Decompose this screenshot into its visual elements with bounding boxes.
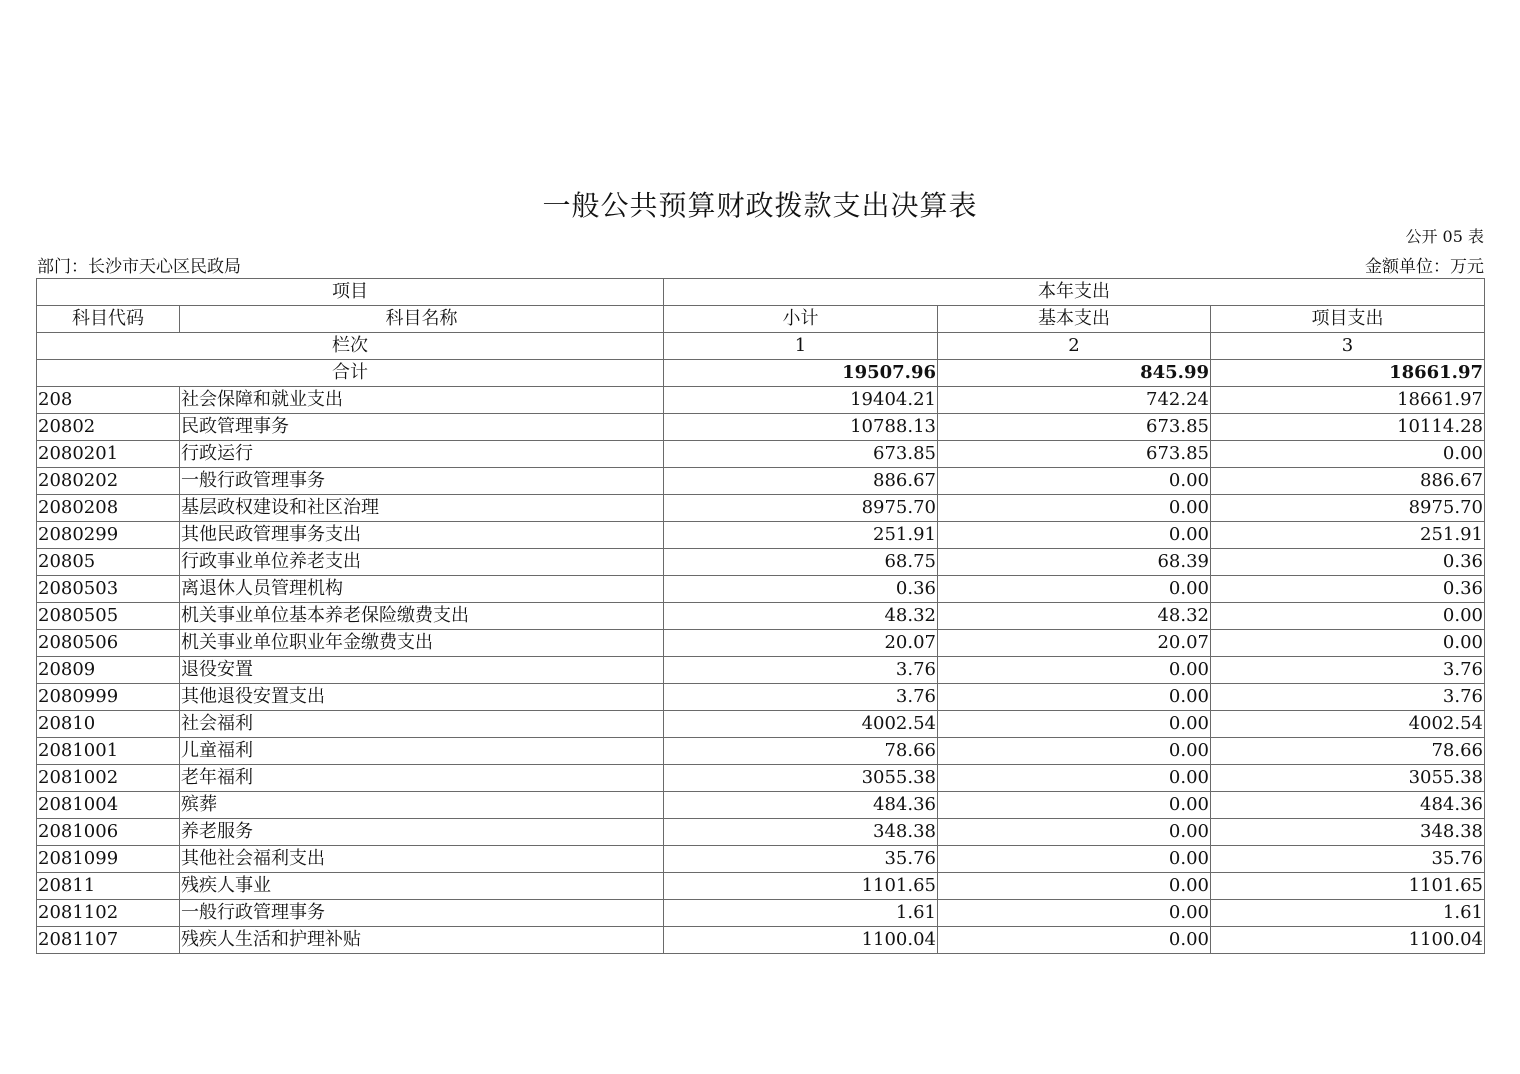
- row-code: 2080505: [37, 603, 180, 630]
- row-project: 886.67: [1211, 468, 1485, 495]
- row-name: 机关事业单位基本养老保险缴费支出: [180, 603, 664, 630]
- row-basic: 0.00: [938, 846, 1211, 873]
- table-row: [37, 549, 1485, 576]
- row-project: 8975.70: [1211, 495, 1485, 522]
- row-name: 残疾人生活和护理补贴: [180, 927, 664, 954]
- table-row: [37, 603, 1485, 630]
- row-basic: 0.00: [938, 576, 1211, 603]
- row-project: 0.00: [1211, 603, 1485, 630]
- row-project: 251.91: [1211, 522, 1485, 549]
- table-row: [37, 495, 1485, 522]
- row-name: 其他民政管理事务支出: [180, 522, 664, 549]
- row-subtotal: 3055.38: [664, 765, 938, 792]
- row-name: 退役安置: [180, 657, 664, 684]
- row-project: 4002.54: [1211, 711, 1485, 738]
- row-project: 35.76: [1211, 846, 1485, 873]
- row-project: 0.00: [1211, 630, 1485, 657]
- row-basic: 0.00: [938, 765, 1211, 792]
- row-code: 2080208: [37, 495, 180, 522]
- header-code: 科目代码: [37, 306, 180, 333]
- table-row: [37, 468, 1485, 495]
- department-label: 部门：长沙市天心区民政局: [37, 257, 241, 277]
- row-subtotal: 3.76: [664, 657, 938, 684]
- row-subtotal: 8975.70: [664, 495, 938, 522]
- row-name: 儿童福利: [180, 738, 664, 765]
- row-name: 其他退役安置支出: [180, 684, 664, 711]
- row-project: 3055.38: [1211, 765, 1485, 792]
- total-project: 18661.97: [1211, 360, 1485, 387]
- row-name: 养老服务: [180, 819, 664, 846]
- row-code: 20802: [37, 414, 180, 441]
- page-title: 一般公共预算财政拨款支出决算表: [542, 189, 978, 222]
- row-project: 0.00: [1211, 441, 1485, 468]
- row-subtotal: 10788.13: [664, 414, 938, 441]
- total-basic: 845.99: [938, 360, 1211, 387]
- row-basic: 0.00: [938, 873, 1211, 900]
- row-subtotal: 48.32: [664, 603, 938, 630]
- row-code: 2080503: [37, 576, 180, 603]
- row-code: 2080999: [37, 684, 180, 711]
- table-row: [37, 630, 1485, 657]
- row-name: 机关事业单位职业年金缴费支出: [180, 630, 664, 657]
- table-row: [37, 387, 1485, 414]
- row-project: 1.61: [1211, 900, 1485, 927]
- row-name: 残疾人事业: [180, 873, 664, 900]
- column-number-row: [37, 333, 1485, 360]
- total-subtotal: 19507.96: [664, 360, 938, 387]
- row-code: 2081006: [37, 819, 180, 846]
- row-project: 78.66: [1211, 738, 1485, 765]
- row-basic: 673.85: [938, 414, 1211, 441]
- row-project: 18661.97: [1211, 387, 1485, 414]
- row-name: 殡葬: [180, 792, 664, 819]
- table-row: [37, 441, 1485, 468]
- row-subtotal: 673.85: [664, 441, 938, 468]
- table-row: [37, 576, 1485, 603]
- row-code: 2080202: [37, 468, 180, 495]
- row-subtotal: 35.76: [664, 846, 938, 873]
- row-basic: 673.85: [938, 441, 1211, 468]
- row-subtotal: 20.07: [664, 630, 938, 657]
- row-name: 一般行政管理事务: [180, 468, 664, 495]
- row-name: 社会福利: [180, 711, 664, 738]
- row-basic: 0.00: [938, 684, 1211, 711]
- row-subtotal: 1100.04: [664, 927, 938, 954]
- table-row: [37, 900, 1485, 927]
- header-item: 项目: [37, 279, 664, 306]
- row-subtotal: 68.75: [664, 549, 938, 576]
- row-code: 20810: [37, 711, 180, 738]
- table-row: [37, 657, 1485, 684]
- row-project: 484.36: [1211, 792, 1485, 819]
- row-code: 2081102: [37, 900, 180, 927]
- row-basic: 48.32: [938, 603, 1211, 630]
- row-project: 10114.28: [1211, 414, 1485, 441]
- row-subtotal: 1.61: [664, 900, 938, 927]
- header-basic: 基本支出: [938, 306, 1211, 333]
- header-subtotal: 小计: [664, 306, 938, 333]
- table-row: [37, 522, 1485, 549]
- row-basic: 0.00: [938, 495, 1211, 522]
- row-name: 社会保障和就业支出: [180, 387, 664, 414]
- row-basic: 0.00: [938, 522, 1211, 549]
- row-code: 20811: [37, 873, 180, 900]
- table-row: [37, 765, 1485, 792]
- row-project: 0.36: [1211, 576, 1485, 603]
- header-row-2: [37, 306, 1485, 333]
- row-basic: 0.00: [938, 900, 1211, 927]
- row-code: 2080201: [37, 441, 180, 468]
- row-basic: 0.00: [938, 711, 1211, 738]
- row-name: 基层政权建设和社区治理: [180, 495, 664, 522]
- table-row: [37, 873, 1485, 900]
- header-project: 项目支出: [1211, 306, 1485, 333]
- row-basic: 742.24: [938, 387, 1211, 414]
- table-row: [37, 711, 1485, 738]
- row-subtotal: 484.36: [664, 792, 938, 819]
- row-basic: 0.00: [938, 738, 1211, 765]
- header-current-year: 本年支出: [664, 279, 1485, 306]
- row-subtotal: 0.36: [664, 576, 938, 603]
- row-code: 2081004: [37, 792, 180, 819]
- row-basic: 0.00: [938, 927, 1211, 954]
- row-code: 2081099: [37, 846, 180, 873]
- column-number-3: 3: [1211, 333, 1485, 360]
- row-subtotal: 1101.65: [664, 873, 938, 900]
- table-row: [37, 414, 1485, 441]
- header-row-1: [37, 279, 1485, 306]
- row-basic: 0.00: [938, 819, 1211, 846]
- row-project: 3.76: [1211, 657, 1485, 684]
- row-subtotal: 78.66: [664, 738, 938, 765]
- row-basic: 0.00: [938, 657, 1211, 684]
- row-name: 其他社会福利支出: [180, 846, 664, 873]
- row-name: 民政管理事务: [180, 414, 664, 441]
- row-subtotal: 348.38: [664, 819, 938, 846]
- row-code: 2080299: [37, 522, 180, 549]
- row-basic: 20.07: [938, 630, 1211, 657]
- row-name: 一般行政管理事务: [180, 900, 664, 927]
- row-project: 1100.04: [1211, 927, 1485, 954]
- row-name: 行政事业单位养老支出: [180, 549, 664, 576]
- table-row: [37, 738, 1485, 765]
- form-number: 公开 05 表: [1405, 227, 1484, 246]
- row-name: 老年福利: [180, 765, 664, 792]
- table-row: [37, 927, 1485, 954]
- row-subtotal: 886.67: [664, 468, 938, 495]
- total-label: 合计: [37, 360, 664, 387]
- table-row: [37, 684, 1485, 711]
- row-basic: 68.39: [938, 549, 1211, 576]
- row-code: 2081002: [37, 765, 180, 792]
- column-number-2: 2: [938, 333, 1211, 360]
- column-number-label: 栏次: [37, 333, 664, 360]
- row-project: 0.36: [1211, 549, 1485, 576]
- row-code: 20805: [37, 549, 180, 576]
- row-name: 离退休人员管理机构: [180, 576, 664, 603]
- table-row: [37, 819, 1485, 846]
- total-row: [37, 360, 1485, 387]
- row-project: 1101.65: [1211, 873, 1485, 900]
- row-code: 20809: [37, 657, 180, 684]
- column-number-1: 1: [664, 333, 938, 360]
- header-name: 科目名称: [180, 306, 664, 333]
- row-code: 2081107: [37, 927, 180, 954]
- row-code: 2081001: [37, 738, 180, 765]
- row-basic: 0.00: [938, 792, 1211, 819]
- expenditure-table: [36, 278, 1485, 954]
- row-project: 348.38: [1211, 819, 1485, 846]
- amount-unit-label: 金额单位：万元: [1365, 257, 1484, 277]
- table-row: [37, 792, 1485, 819]
- row-code: 2080506: [37, 630, 180, 657]
- row-subtotal: 19404.21: [664, 387, 938, 414]
- row-subtotal: 251.91: [664, 522, 938, 549]
- table-row: [37, 846, 1485, 873]
- row-subtotal: 3.76: [664, 684, 938, 711]
- row-project: 3.76: [1211, 684, 1485, 711]
- row-subtotal: 4002.54: [664, 711, 938, 738]
- row-name: 行政运行: [180, 441, 664, 468]
- row-code: 208: [37, 387, 180, 414]
- row-basic: 0.00: [938, 468, 1211, 495]
